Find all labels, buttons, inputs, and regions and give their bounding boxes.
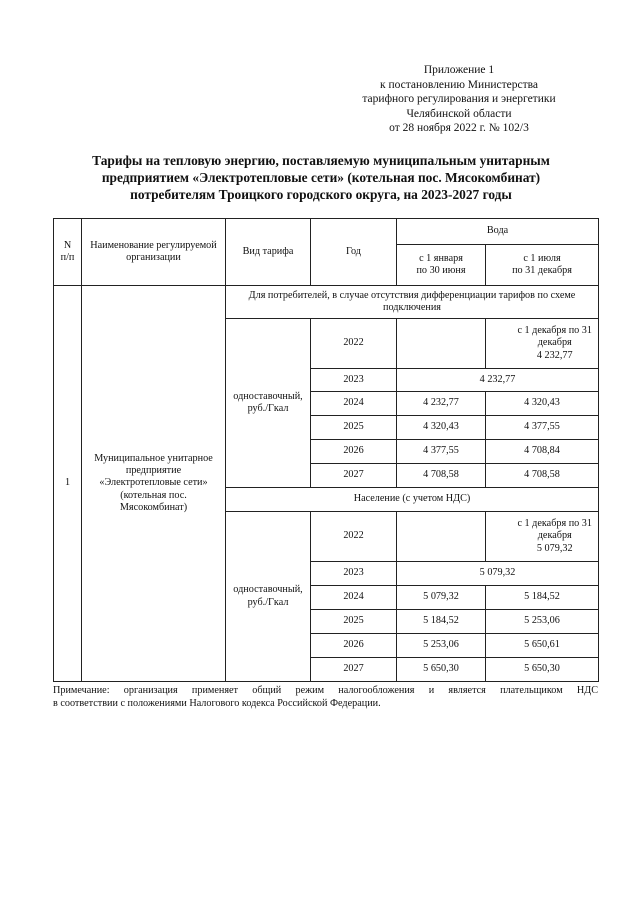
year-cell: 2026	[311, 634, 397, 658]
year-cell: 2026	[311, 440, 397, 464]
header-year: Год	[311, 219, 397, 286]
header-number	[54, 219, 82, 286]
value-cell: 4 708,84	[486, 440, 599, 464]
value-cell: 5 079,32	[397, 586, 486, 610]
tariff-type-line: одноставочный,	[233, 390, 303, 402]
organization-line: (котельная пос.	[120, 489, 187, 501]
year-cell: 2027	[311, 658, 397, 682]
appendix-line: Приложение 1	[423, 64, 495, 76]
appendix-line: тарифного регулирования и энергетики	[362, 93, 556, 106]
group-heading-line: Население (с учетом НДС)	[353, 493, 471, 505]
tariff-table	[53, 218, 599, 682]
header-organization-line: организации	[126, 252, 181, 263]
document-title	[58, 152, 584, 204]
value-cell-merged: 4 232,77	[397, 369, 599, 392]
year-cell: 2025	[311, 610, 397, 634]
organization-name	[82, 286, 226, 682]
year-cell: 2025	[311, 416, 397, 440]
value-line: декабря	[537, 337, 572, 349]
value-cell: 5 650,61	[486, 634, 599, 658]
year-cell: 2024	[311, 392, 397, 416]
value-cell: 4 708,58	[397, 464, 486, 488]
value-cell: 4 320,43	[486, 392, 599, 416]
organization-line: Мясокомбинат)	[119, 501, 188, 513]
value-cell-merged: 5 079,32	[397, 562, 599, 586]
header-water: Вода	[397, 219, 599, 245]
header-period-line: по 31 декабря	[512, 265, 572, 276]
header-period-second-half	[486, 245, 599, 286]
value-line: с 1 декабря по 31	[517, 325, 592, 337]
footnote	[53, 685, 598, 710]
appendix-line: к постановлению Министерства	[379, 78, 538, 91]
title-line: Тарифы на тепловую энергию, поставляемую муниципальным унитарным	[92, 153, 550, 168]
value-cell: 5 650,30	[486, 658, 599, 682]
tariff-type-line: одноставочный,	[233, 584, 303, 596]
value-cell-december	[486, 319, 599, 369]
header-organization	[82, 219, 226, 286]
group-heading	[226, 286, 599, 319]
value-line: 5 079,32	[536, 542, 573, 554]
value-cell: 5 650,30	[397, 658, 486, 682]
year-cell: 2027	[311, 464, 397, 488]
organization-line: Муниципальное унитарное	[94, 452, 213, 464]
value-cell: 5 184,52	[486, 586, 599, 610]
row-number: 1	[54, 286, 82, 682]
value-cell: 4 232,77	[397, 392, 486, 416]
tariff-type-line: руб./Гкал	[247, 596, 289, 608]
header-organization-line: Наименование регулируемой	[90, 239, 217, 251]
tariff-type	[226, 319, 311, 488]
tariff-type	[226, 512, 311, 682]
footnote-line: в соответствии с положениями Налогового кодекса Российской Федерации.	[53, 697, 381, 709]
header-period-line: с 1 января	[419, 252, 463, 264]
header-number-line: N	[63, 239, 72, 251]
header-tariff-type: Вид тарифа	[226, 219, 311, 286]
value-cell	[397, 319, 486, 369]
organization-line: «Электротепловые сети»	[99, 477, 208, 489]
value-cell-december	[486, 512, 599, 562]
value-cell: 5 253,06	[486, 610, 599, 634]
title-line: потребителям Троицкого городского округа, на 2023-2027 годы	[130, 187, 512, 203]
value-cell: 4 377,55	[486, 416, 599, 440]
group-heading-line: Для потребителей, в случае отсутствия дифференциации тарифов по схеме	[248, 289, 576, 301]
appendix-reference	[300, 63, 618, 136]
group-heading	[226, 488, 599, 512]
value-cell: 5 184,52	[397, 610, 486, 634]
year-cell: 2022	[311, 319, 397, 369]
organization-line: предприятие	[125, 465, 182, 477]
footnote-line: Примечание: организация применяет общий режим налогообложения и является плательщиком НДС	[53, 685, 598, 696]
year-cell: 2023	[311, 369, 397, 392]
value-line: декабря	[537, 530, 572, 542]
header-number-line: п/п	[60, 252, 75, 263]
value-cell	[397, 512, 486, 562]
value-line: 4 232,77	[536, 349, 573, 361]
year-cell: 2024	[311, 586, 397, 610]
header-period-line: с 1 июля	[523, 252, 561, 264]
header-period-first-half	[397, 245, 486, 286]
group-heading-line: подключения	[383, 302, 441, 313]
value-cell: 5 253,06	[397, 634, 486, 658]
year-cell: 2023	[311, 562, 397, 586]
value-cell: 4 377,55	[397, 440, 486, 464]
title-line: предприятием «Электротепловые сети» (котельная пос. Мясокомбинат)	[101, 170, 541, 186]
tariff-type-line: руб./Гкал	[247, 403, 289, 414]
year-cell: 2022	[311, 512, 397, 562]
value-cell: 4 708,58	[486, 464, 599, 488]
value-cell: 4 320,43	[397, 416, 486, 440]
appendix-line: от 28 ноября 2022 г. № 102/3	[389, 122, 529, 135]
value-line: с 1 декабря по 31	[517, 518, 592, 530]
header-period-line: по 30 июня	[416, 265, 466, 276]
appendix-line: Челябинской области	[406, 107, 512, 120]
